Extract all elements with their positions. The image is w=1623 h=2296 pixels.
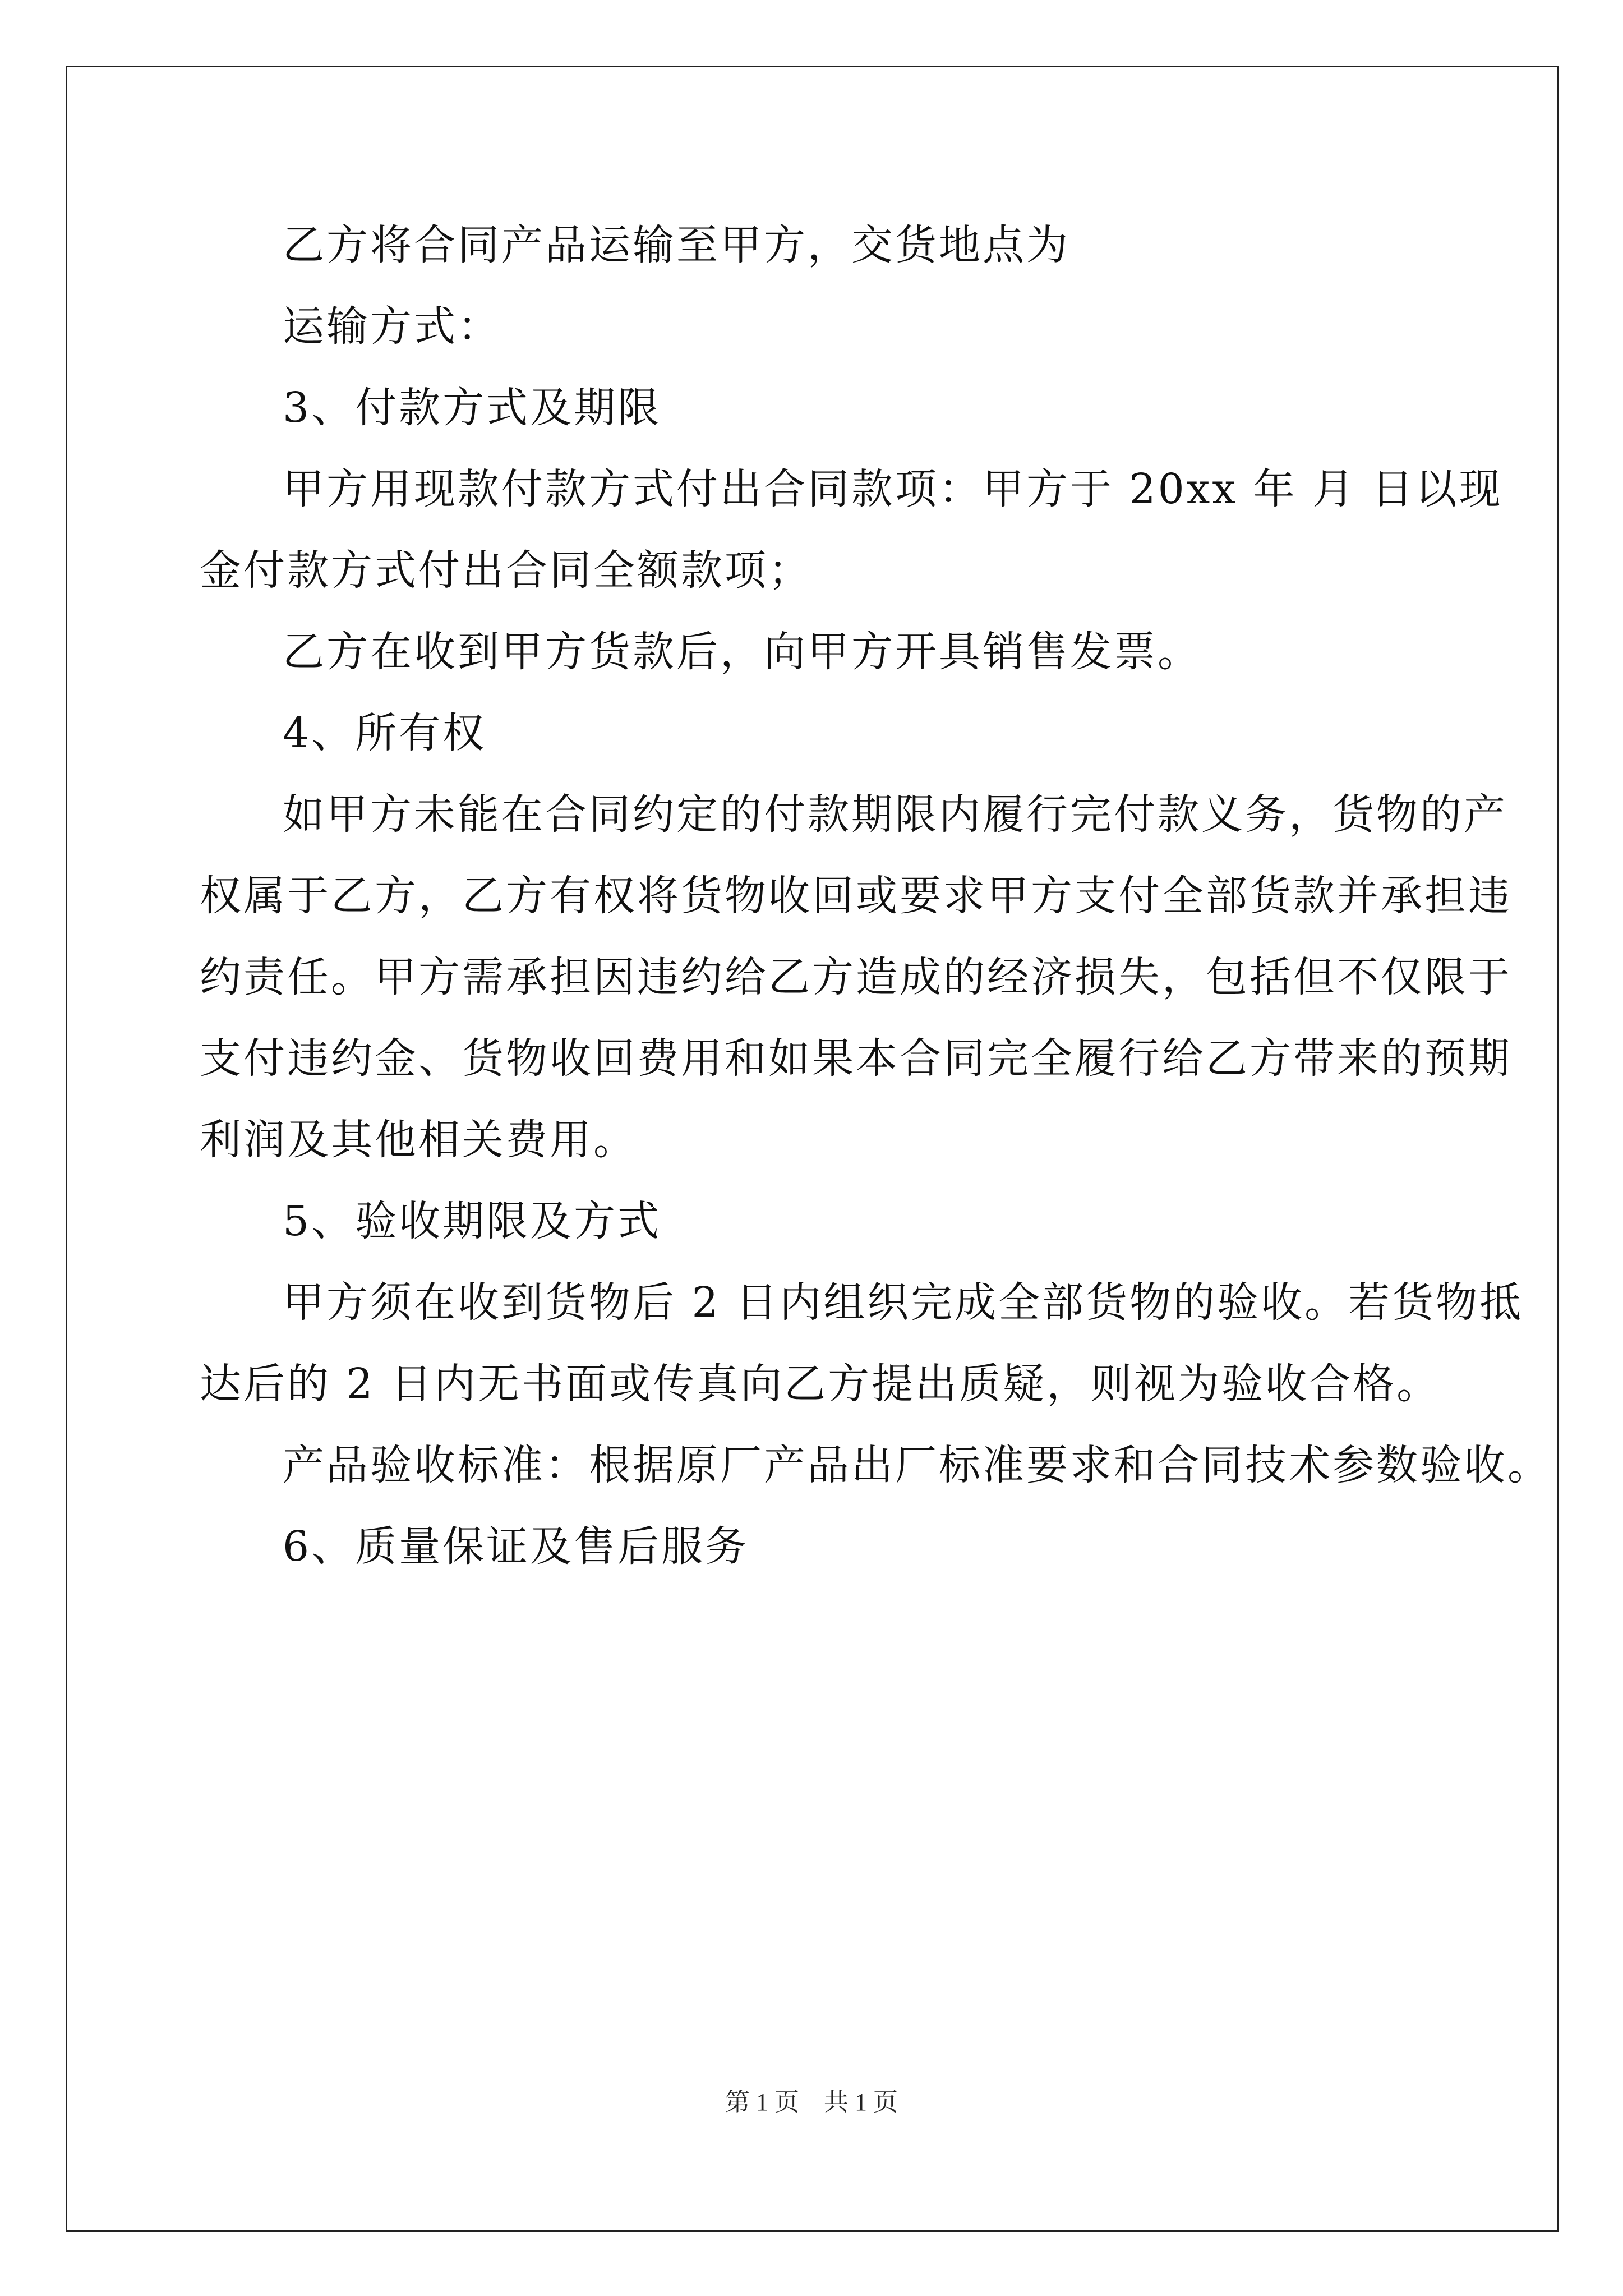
- paragraph-line: 约责任。甲方需承担因违约给乙方造成的经济损失，包括但不仅限于: [200, 953, 1512, 1001]
- paragraph-line: 乙方在收到甲方货款后，向甲方开具销售发票。: [283, 628, 1201, 676]
- paragraph-line: 如甲方未能在合同约定的付款期限内履行完付款义务，货物的产: [283, 790, 1507, 839]
- section-heading-payment: 3、付款方式及期限: [283, 384, 662, 432]
- paragraph-line: 权属于乙方，乙方有权将货物收回或要求甲方支付全部货款并承担违: [200, 872, 1512, 920]
- section-heading-quality: 6、质量保证及售后服务: [283, 1522, 749, 1571]
- paragraph-line: 甲方用现款付款方式付出合同款项：甲方于 20xx 年 月 日以现: [283, 465, 1503, 513]
- section-heading-acceptance: 5、验收期限及方式: [283, 1197, 662, 1245]
- paragraph-line: 支付违约金、货物收回费用和如果本合同完全履行给乙方带来的预期: [200, 1034, 1512, 1083]
- paragraph-line: 甲方须在收到货物后 2 日内组织完成全部货物的验收。若货物抵: [283, 1278, 1524, 1327]
- paragraph-line: 乙方将合同产品运输至甲方，交货地点为: [283, 221, 1070, 269]
- paragraph-line: 产品验收标准：根据原厂产品出厂标准要求和合同技术参数验收。: [283, 1441, 1551, 1489]
- paragraph-line: 达后的 2 日内无书面或传真向乙方提出质疑，则视为验收合格。: [200, 1360, 1441, 1408]
- section-heading-ownership: 4、所有权: [283, 709, 487, 757]
- page-number-footer: 第 1 页 共 1 页: [725, 2088, 898, 2116]
- paragraph-line: 运输方式：: [283, 302, 501, 351]
- paragraph-line: 利润及其他相关费用。: [200, 1116, 637, 1164]
- paragraph-line: 金付款方式付出合同全额款项；: [200, 546, 812, 595]
